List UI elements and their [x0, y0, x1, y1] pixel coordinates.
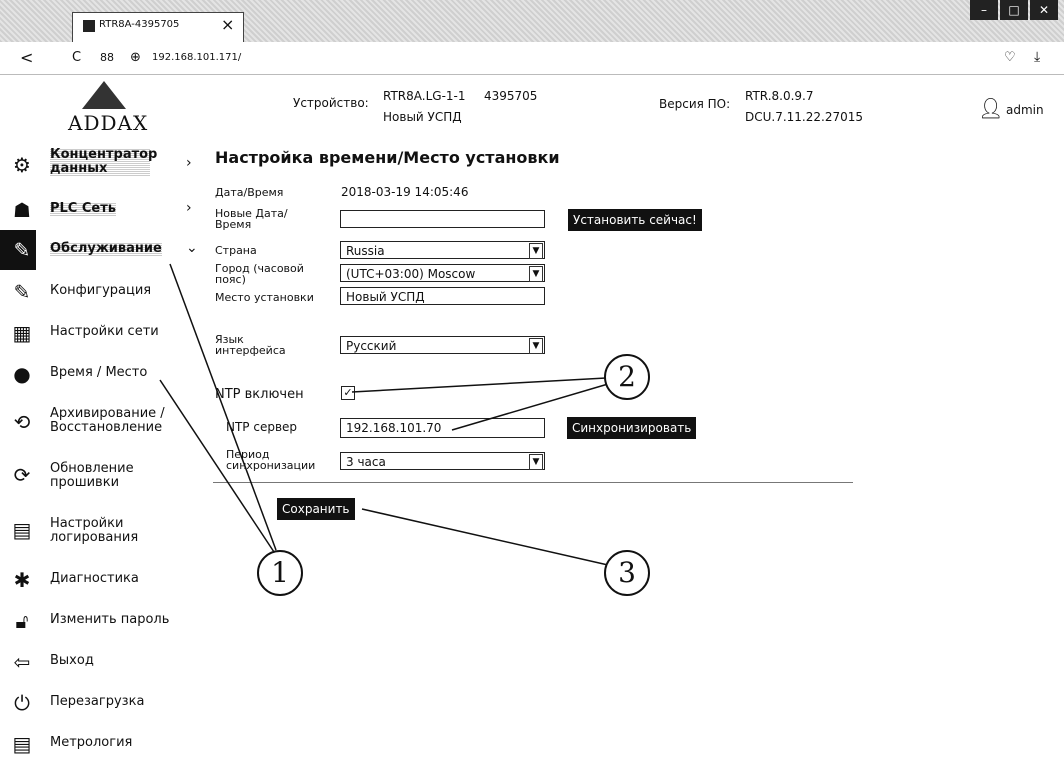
- callout-line: [362, 509, 608, 565]
- lock-icon: 🔓︎: [15, 609, 29, 633]
- user-name[interactable]: admin: [1006, 103, 1044, 117]
- ntp-enabled-checkbox[interactable]: ✓: [341, 386, 355, 400]
- callout-2: 2: [604, 354, 650, 400]
- logo-text: ADDAX: [68, 111, 149, 135]
- sidebar-item-label: Конфигурация: [50, 283, 152, 298]
- device-model: RTR8A.LG-1-1: [383, 89, 466, 103]
- device-serial: 4395705: [484, 89, 538, 103]
- device-name: Новый УСПД: [383, 110, 462, 124]
- chevron-down-icon: ⌄: [186, 240, 198, 256]
- sidebar-item-label: Настройки сети: [50, 324, 159, 339]
- country-value: Russia: [346, 244, 385, 258]
- reload-icon[interactable]: C: [72, 50, 82, 65]
- new-datetime-label: Новые Дата/ Время: [215, 207, 288, 231]
- globe-icon: ●: [13, 362, 31, 386]
- sidebar-item-label: Выход: [50, 653, 94, 668]
- chevron-down-icon: ▼: [529, 266, 543, 282]
- user-icon[interactable]: 👤︎: [978, 96, 1004, 120]
- document-icon: ▤: [12, 518, 32, 542]
- maximize-button[interactable]: □: [1000, 0, 1028, 20]
- city-value: (UTC+03:00) Moscow: [346, 267, 476, 281]
- callout-3: 3: [604, 550, 650, 596]
- close-window-button[interactable]: ✕: [1030, 0, 1058, 20]
- callout-line: [452, 384, 608, 430]
- edit-icon: ✎: [13, 280, 31, 304]
- chevron-right-icon: ›: [186, 155, 192, 171]
- fw-version-1: RTR.8.0.9.7: [745, 89, 814, 103]
- grid-icon: ▦: [12, 321, 32, 345]
- refresh-icon: ⟳: [13, 463, 31, 487]
- exit-icon: ⇦: [13, 650, 31, 674]
- callout-line: [170, 264, 276, 550]
- back-icon[interactable]: <: [20, 48, 34, 67]
- datetime-label: Дата/Время: [215, 186, 284, 199]
- sidebar-item-label: Обслуживание: [50, 241, 162, 256]
- chevron-down-icon: ▼: [529, 243, 543, 259]
- callout-line: [352, 378, 606, 392]
- shield-icon[interactable]: ♡: [1004, 50, 1016, 65]
- sidebar-item-label: Изменить пароль: [50, 612, 170, 627]
- country-label: Страна: [215, 244, 257, 257]
- minimize-button[interactable]: –: [970, 0, 998, 20]
- place-label: Место установки: [215, 291, 314, 304]
- url-input[interactable]: 192.168.101.171/: [152, 52, 242, 63]
- sidebar-item-label: Перезагрузка: [50, 694, 145, 709]
- apps-icon[interactable]: 88: [100, 51, 114, 64]
- tab-title: RTR8A-4395705: [99, 19, 180, 30]
- archive-icon: ⟲: [13, 410, 31, 434]
- wrench-icon: ✎: [13, 238, 31, 262]
- sync-button[interactable]: Синхронизировать: [567, 417, 696, 439]
- callout-line: [160, 380, 276, 555]
- place-input[interactable]: Новый УСПД: [340, 287, 545, 305]
- tab-close-icon[interactable]: ×: [221, 15, 235, 34]
- set-now-button[interactable]: Установить сейчас!: [568, 209, 702, 231]
- bug-icon: ✱: [13, 568, 31, 592]
- ntp-server-input[interactable]: 192.168.101.70: [340, 418, 545, 438]
- lang-value: Русский: [346, 339, 397, 353]
- ntp-enabled-label: NTP включен: [215, 387, 304, 402]
- sidebar-item-label: Метрология: [50, 735, 133, 750]
- download-icon[interactable]: ⤓: [1034, 49, 1041, 65]
- device-label: Устройство:: [293, 96, 369, 110]
- datetime-value: 2018-03-19 14:05:46: [341, 185, 469, 199]
- fw-version-2: DCU.7.11.22.27015: [745, 110, 864, 124]
- sidebar-item-label: Концентратор данных: [50, 147, 158, 176]
- save-button[interactable]: Сохранить: [277, 498, 355, 520]
- globe-icon: ⊕: [130, 50, 141, 65]
- lang-label: Язык интерфейса: [215, 333, 286, 357]
- period-label: Период синхронизации: [226, 448, 316, 472]
- page-title: Настройка времени/Место установки: [215, 148, 560, 167]
- sidebar-item-label: Архивирование / Восстановление: [50, 406, 165, 435]
- fw-label: Версия ПО:: [659, 97, 731, 111]
- document-icon: ▤: [12, 732, 32, 756]
- sidebar-item-label: PLC Сеть: [50, 201, 116, 216]
- ntp-server-label: NTP сервер: [226, 420, 298, 434]
- city-label: Город (часовой пояс): [215, 262, 304, 286]
- sidebar-item-label: Диагностика: [50, 571, 139, 586]
- gears-icon: ⚙: [13, 153, 31, 177]
- sidebar-item-label: Время / Место: [50, 365, 148, 380]
- power-icon: ⏻: [14, 691, 30, 715]
- chevron-down-icon: ▼: [529, 338, 543, 354]
- period-value: 3 часа: [346, 455, 386, 469]
- sidebar-item-label: Обновление прошивки: [50, 461, 134, 490]
- chevron-right-icon: ›: [186, 200, 192, 216]
- sidebar-item-label: Настройки логирования: [50, 516, 139, 545]
- network-icon: ☗: [13, 198, 31, 222]
- callout-1: 1: [257, 550, 303, 596]
- chevron-down-icon: ▼: [529, 454, 543, 470]
